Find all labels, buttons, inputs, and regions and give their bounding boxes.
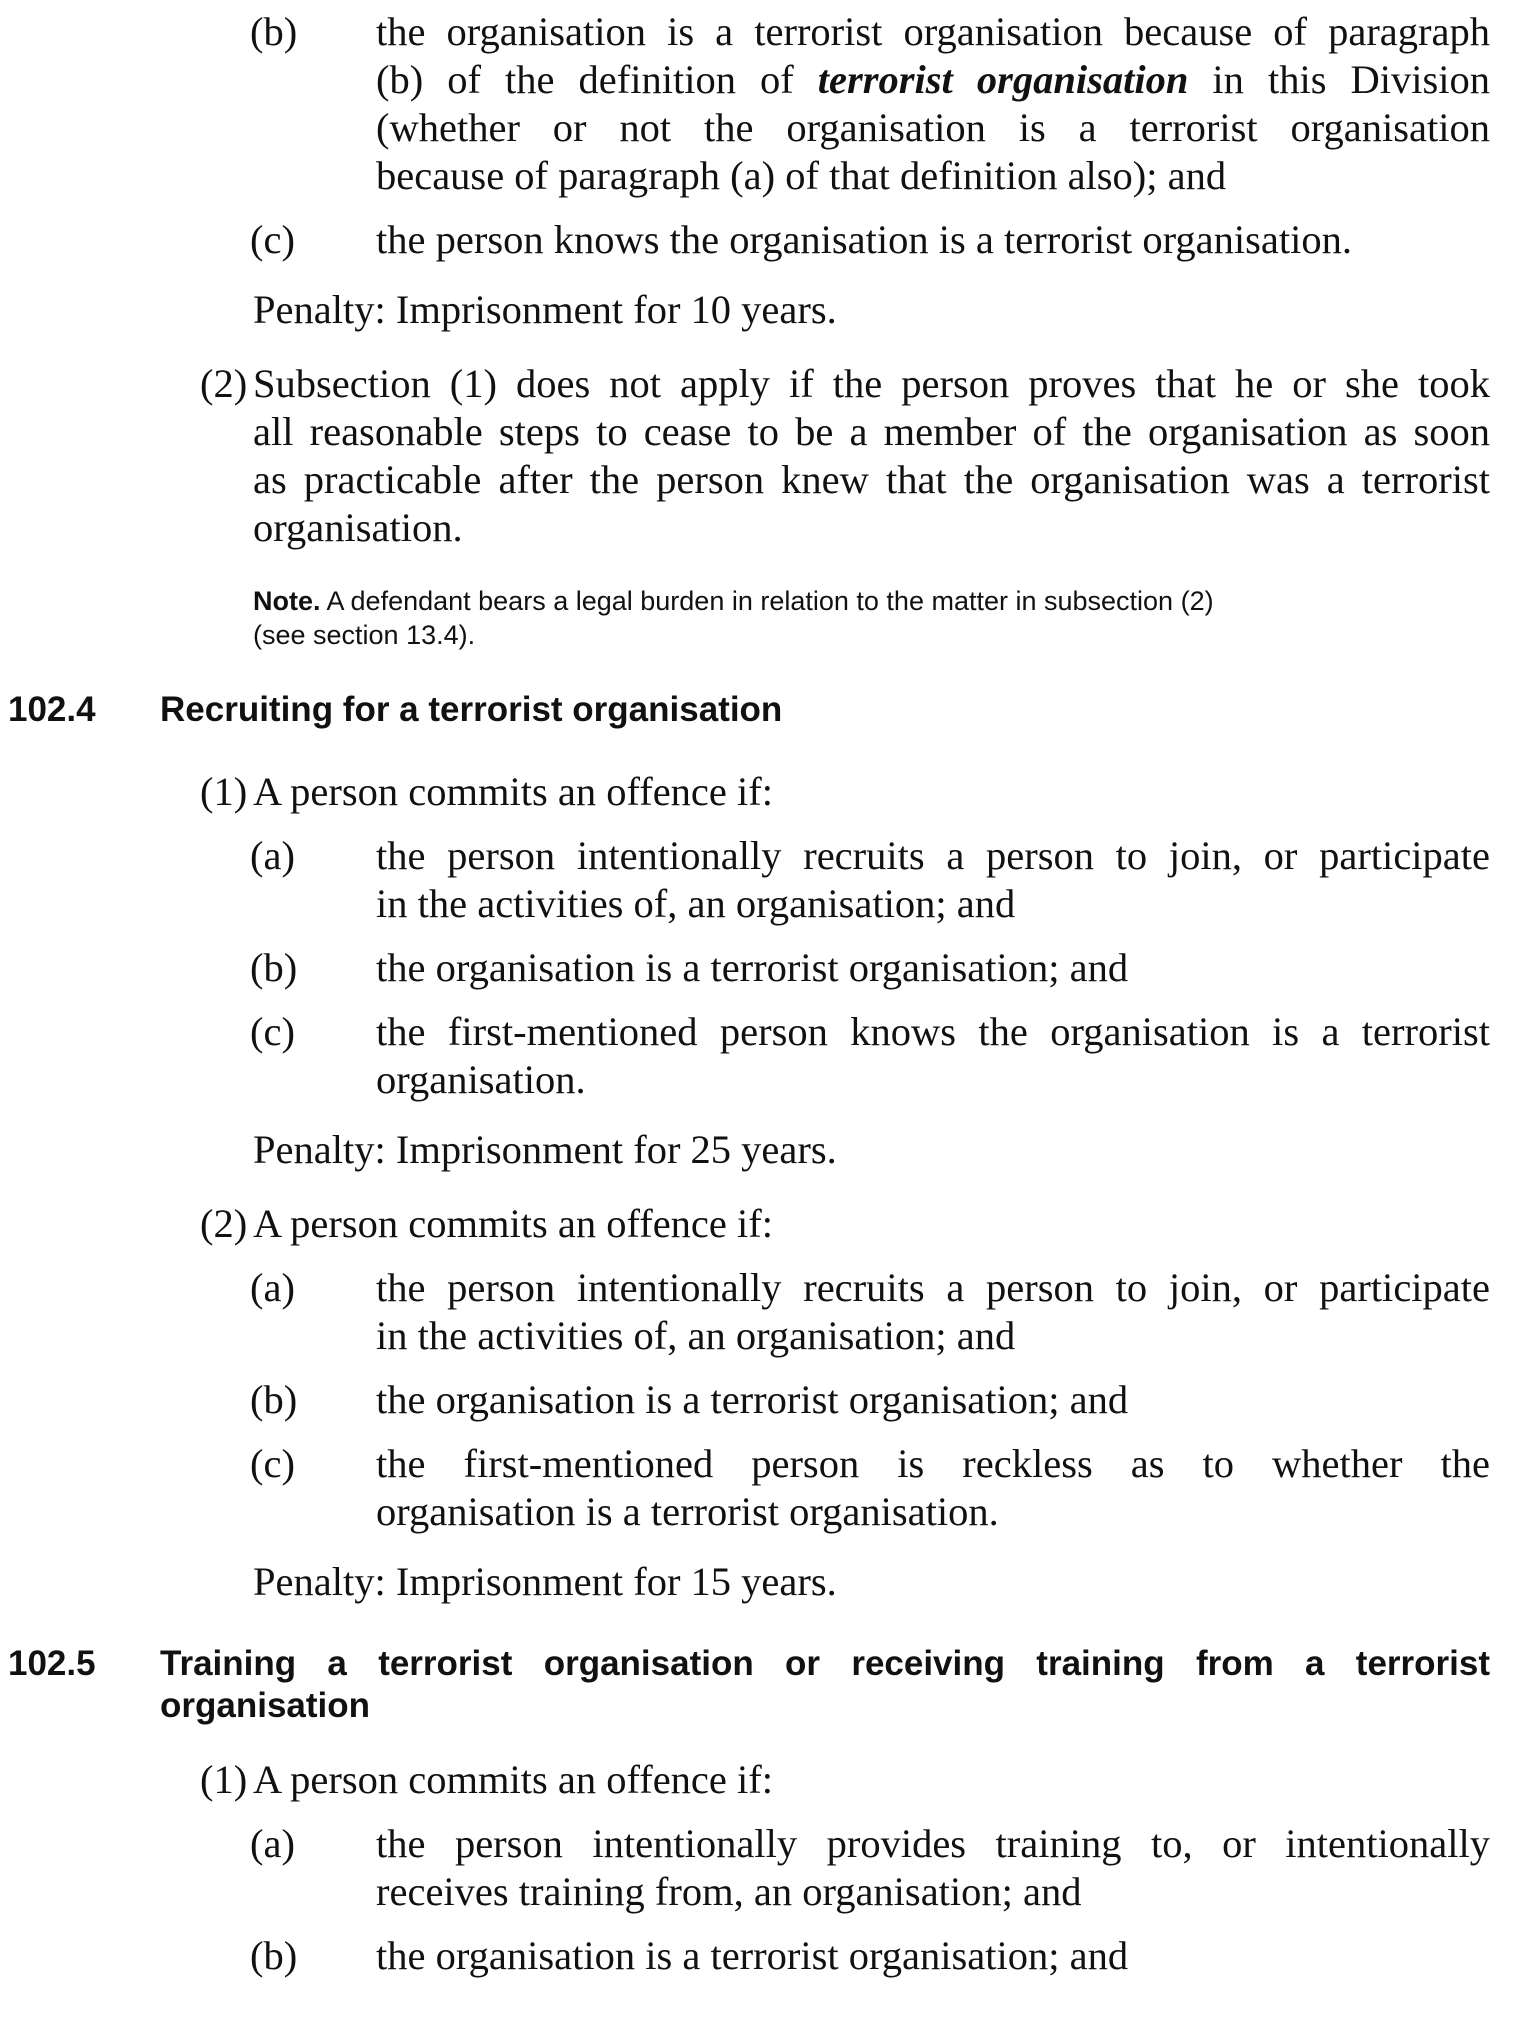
paragraph-b-line <box>376 56 1490 104</box>
paragraph-c-line: the first-mentioned person knows the organisation is a terrorist <box>376 1009 1490 1054</box>
penalty-text: Penalty: Imprisonment for 25 years. <box>253 1127 837 1172</box>
subsection-label-1: (1) <box>200 769 248 814</box>
subsection-label-2: (2) <box>200 1201 248 1246</box>
section-number: 102.4 <box>8 690 96 729</box>
section-number: 102.5 <box>8 1644 96 1683</box>
paragraph-b-text: the organisation is a terrorist organisation; and <box>376 1933 1129 1978</box>
paragraph-b-text: the organisation is a terrorist organisation; and <box>376 945 1129 990</box>
subsection-intro: A person commits an offence if: <box>253 1757 773 1802</box>
paragraph-label-b: (b) <box>250 1933 298 1978</box>
paragraph-a-line: in the activities of, an organisation; and <box>376 881 1016 926</box>
subsection-intro: A person commits an offence if: <box>253 1201 773 1246</box>
note-line: (see section 13.4). <box>253 620 476 650</box>
paragraph-label-a: (a) <box>250 1821 295 1866</box>
paragraph-a-line: the person intentionally recruits a person to join, or participate <box>376 833 1490 878</box>
note-text: A defendant bears a legal burden in relation to the matter in subsection (2) <box>326 586 1214 616</box>
paragraph-label-b: (b) <box>250 1377 298 1422</box>
subsection-2-line: organisation. <box>253 505 463 550</box>
note-line <box>253 584 1214 618</box>
paragraph-b-line: the organisation is a terrorist organisation because of paragraph <box>376 9 1490 54</box>
paragraph-b-line: because of paragraph (a) of that definition also); and <box>376 153 1227 198</box>
paragraph-a-line: in the activities of, an organisation; and <box>376 1313 1016 1358</box>
paragraph-label-a: (a) <box>250 833 295 878</box>
paragraph-b-line: (whether or not the organisation is a terrorist organisation <box>376 105 1490 150</box>
subsection-intro: A person commits an offence if: <box>253 769 773 814</box>
defined-term: terrorist organisation <box>817 57 1189 102</box>
paragraph-c-line: the first-mentioned person is reckless as to whether the <box>376 1441 1490 1486</box>
paragraph-label-c: (c) <box>250 1009 295 1054</box>
paragraph-a-line: the person intentionally provides training to, or intentionally <box>376 1821 1490 1866</box>
paragraph-c-text: the person knows the organisation is a terrorist organisation. <box>376 217 1352 262</box>
paragraph-c-line: organisation is a terrorist organisation. <box>376 1489 999 1534</box>
paragraph-label-c: (c) <box>250 1441 295 1486</box>
paragraph-b-line-end: in this Division <box>1212 57 1490 102</box>
subsection-label-1: (1) <box>200 1757 248 1802</box>
paragraph-label-a: (a) <box>250 1265 295 1310</box>
paragraph-b-text: the organisation is a terrorist organisation; and <box>376 1377 1129 1422</box>
paragraph-label-c: (c) <box>250 217 295 262</box>
subsection-2-line: all reasonable steps to cease to be a member of the organisation as soon <box>253 409 1490 454</box>
paragraph-b-line-start: (b) of the definition of <box>376 57 794 102</box>
subsection-label-2: (2) <box>200 361 248 406</box>
section-title-line: organisation <box>160 1686 371 1725</box>
section-title-line: Training a terrorist organisation or receiving training from a terrorist <box>160 1644 1490 1683</box>
note-label: Note. <box>253 586 321 616</box>
section-title: Recruiting for a terrorist organisation <box>160 690 783 729</box>
paragraph-a-line: the person intentionally recruits a person to join, or participate <box>376 1265 1490 1310</box>
paragraph-label-b: (b) <box>250 9 298 54</box>
penalty-text: Penalty: Imprisonment for 10 years. <box>253 287 837 332</box>
paragraph-label-b: (b) <box>250 945 298 990</box>
subsection-2-line: as practicable after the person knew that the organisation was a terrorist <box>253 457 1490 502</box>
paragraph-c-line: organisation. <box>376 1057 586 1102</box>
penalty-text: Penalty: Imprisonment for 15 years. <box>253 1559 837 1604</box>
paragraph-a-line: receives training from, an organisation; and <box>376 1869 1082 1914</box>
subsection-2-line: Subsection (1) does not apply if the person proves that he or she took <box>253 361 1490 406</box>
